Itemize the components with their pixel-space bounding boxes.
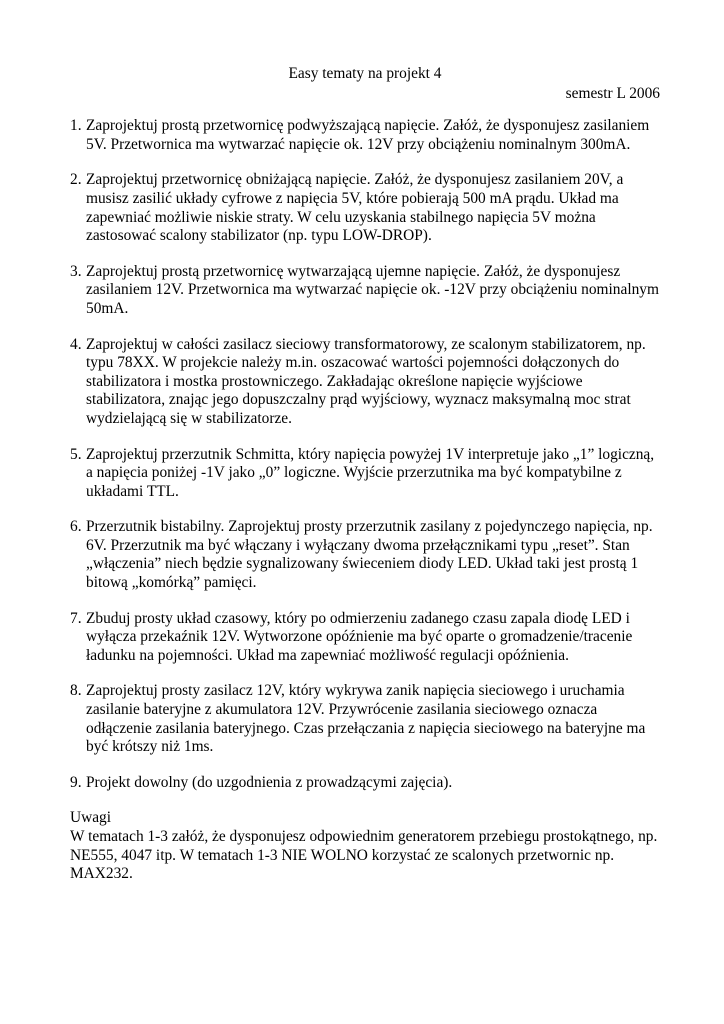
task-number: 2.: [70, 171, 82, 189]
task-text: Zaprojektuj w całości zasilacz sieciowy transformatorowy, ze scalonym stabilizatorem, np. typu 78XX. W projekcie należy m.in. oszacować wartości pojemności dołączonych do stabilizatora i mostka prostowniczego. Zakładając określone napięcie wyjściowe stabilizatora, znając jego dopuszczalny prąd wyjściowy, wyznacz maksymalną moc strat wydzielającą się w stabilizatorze.: [86, 335, 646, 427]
notes-section: [70, 809, 660, 883]
task-text: Zaprojektuj prostą przetwornicę podwyższającą napięcie. Załóż, że dysponujesz zasilaniem 5V. Przetwornica ma wytwarzać napięcie ok. 12V przy obciążeniu nominalnym 300mA.: [86, 117, 650, 153]
task-item: [70, 610, 660, 666]
task-item: [70, 336, 660, 429]
task-item: [70, 518, 660, 592]
task-number: 5.: [70, 445, 82, 463]
task-text: Projekt dowolny (do uzgodnienia z prowadzącymi zajęcia).: [86, 773, 453, 791]
task-text: Zaprojektuj prosty zasilacz 12V, który wykrywa zanik napięcia sieciowego i uruchamia zasilanie bateryjne z akumulatora 12V. Przywrócenie zasilania sieciowego oznacza odłączenie zasilania bateryjnego. Czas przełączania z napięcia sieciowego na bateryjne ma być krótszy niż 1ms.: [86, 682, 646, 756]
task-number: 9.: [70, 773, 82, 791]
document-title: Easy tematy na projekt 4: [288, 65, 442, 82]
task-number: 4.: [70, 335, 82, 353]
task-item: [70, 774, 660, 793]
task-list: [70, 117, 660, 792]
notes-text: W tematach 1-3 załóż, że dysponujesz odpowiednim generatorem przebiegu prostokątnego, np. NE555, 4047 itp. W tematach 1-3 NIE WOLNO korzystać ze scalonych przetwornic np. MAX232.: [70, 828, 658, 883]
task-text: Przerzutnik bistabilny. Zaprojektuj prosty przerzutnik zasilany z pojedynczego napięcia, np. 6V. Przerzutnik ma być włączany i wyłączany dwoma przełącznikami typu „reset”. Stan „włączenia” niech będzie sygnalizowany świeceniem diody LED. Układ taki jest prostą 1 bitową „komórką” pamięci.: [86, 518, 653, 592]
task-number: 3.: [70, 262, 82, 280]
task-number: 7.: [70, 609, 82, 627]
semester-label: semestr L 2006: [565, 84, 660, 102]
task-item: [70, 171, 660, 245]
task-number: 6.: [70, 518, 82, 536]
task-number: 1.: [70, 117, 82, 135]
task-item: [70, 263, 660, 319]
task-item: [70, 446, 660, 502]
notes-heading: Uwagi: [70, 809, 112, 827]
task-item: [70, 682, 660, 756]
task-number: 8.: [70, 682, 82, 700]
document-page: [70, 65, 660, 884]
task-item: [70, 117, 660, 154]
task-text: Zbuduj prosty układ czasowy, który po odmierzeniu zadanego czasu zapala diodę LED i wyłącza przekaźnik 12V. Wytworzone opóźnienie ma być oparte o gromadzenie/tracenie ładunku na pojemności. Układ ma zapewniać możliwość regulacji opóźnienia.: [86, 609, 633, 664]
task-text: Zaprojektuj przerzutnik Schmitta, który napięcia powyżej 1V interpretuje jako „1” logiczną, a napięcia poniżej -1V jako „0” logiczne. Wyjście przerzutnika ma być kompatybilne z układami TTL.: [86, 445, 655, 500]
task-text: Zaprojektuj prostą przetwornicę wytwarzającą ujemne napięcie. Załóż, że dysponujesz zasilaniem 12V. Przetwornica ma wytwarzać napięcie ok. -12V przy obciążeniu nominalnym 50mA.: [86, 262, 659, 317]
task-text: Zaprojektuj przetwornicę obniżającą napięcie. Załóż, że dysponujesz zasilaniem 20V, a musisz zasilić układy cyfrowe z napięcia 5V, które pobierają 500 mA prądu. Układ ma zapewniać możliwie niskie straty. W celu uzyskania stabilnego napięcia 5V można zastosować scalony stabilizator (np. typu LOW-DROP).: [86, 171, 624, 245]
